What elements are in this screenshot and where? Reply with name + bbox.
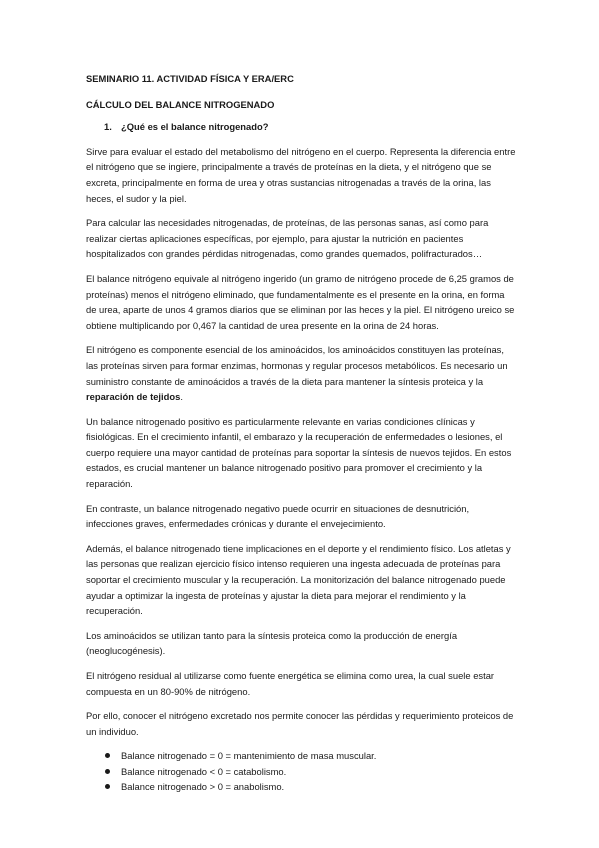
section-title: CÁLCULO DEL BALANCE NITROGENADO [86, 98, 275, 110]
bullet-icon [105, 769, 110, 774]
document-body [86, 71, 516, 794]
paragraph-text: . [180, 391, 183, 403]
paragraph: El balance nitrógeno equivale al nitrógeno ingerido (un gramo de nitrógeno procede de 6,25 gramos de proteínas) menos el nitrógeno eliminado, que fundamentalmente es el presente en la orina, en forma de urea, aparte de unos 4 gramos diarios que se eliminan por las heces y la piel. El nitrógeno ureico se obtiene multiplicando por 0,467 la cantidad de urea presente en la orina de 24 horas. [86, 272, 515, 331]
paragraph: En contraste, un balance nitrogenado negativo puede ocurrir en situaciones de desnutrición, infecciones graves, enfermedades crónicas y durante el envejecimiento. [86, 502, 470, 530]
paragraph: Sirve para evaluar el estado del metabolismo del nitrógeno en el cuerpo. Representa la diferencia entre el nitrógeno que se ingiere, principalmente a través de proteínas en la dieta, y el nitrógeno que se excreta, principalmente en forma de urea y otras sustancias nitrogenadas a través de la orina, las heces, el sudor y la piel. [86, 145, 516, 204]
list-item [104, 748, 516, 763]
paragraph: Además, el balance nitrogenado tiene implicaciones en el deporte y el rendimiento físico. Los atletas y las personas que realizan ejercicio físico intenso requieren una ingesta adecuada de proteínas para soportar el crecimiento muscular y la recuperación. La monitorización del balance nitrogenado puede ayudar a optimizar la ingesta de proteínas y ajustar la dieta para mejorar el rendimiento y la recuperación. [86, 542, 511, 617]
paragraph: Un balance nitrogenado positivo es particularmente relevante en varias condiciones clínicas y fisiológicas. En el crecimiento infantil, el embarazo y la recuperación de enfermedades o lesiones, el cuerpo requiere una mayor cantidad de proteínas para soportar la síntesis de nuevos tejidos. En estos estados, es crucial mantener un balance nitrogenado positivo para promover el crecimiento y la reparación. [86, 415, 512, 490]
bold-phrase: reparación de tejidos [86, 391, 181, 403]
paragraph: El nitrógeno residual al utilizarse como fuente energética se elimina como urea, la cual suele estar compuesta en un 80-90% de nitrógeno. [86, 670, 495, 697]
paragraph: Por ello, conocer el nitrógeno excretado nos permite conocer las pérdidas y requerimiento proteicos de un individuo. [86, 710, 514, 737]
paragraph: Los aminoácidos se utilizan tanto para la síntesis proteica como la producción de energía (neoglucogénesis). [86, 629, 458, 657]
list-item-text: Balance nitrogenado > 0 = anabolismo. [121, 780, 285, 792]
bullet-icon [105, 753, 110, 758]
list-item-text: Balance nitrogenado < 0 = catabolismo. [121, 765, 287, 777]
paragraph-text: El nitrógeno es componente esencial de los aminoácidos, los aminoácidos constituyen las proteínas, las proteínas sirven para formar enzimas, hormonas y regular procesos metabólicos. Es necesario un suministro constante de aminoácidos a través de la dieta para mantener la síntesis proteica y la [86, 344, 508, 387]
question-heading [104, 119, 516, 135]
bullet-icon [105, 784, 110, 789]
list-item [104, 764, 516, 779]
seminar-title: SEMINARIO 11. ACTIVIDAD FÍSICA Y ERA/ERC [86, 73, 294, 84]
question-number: 1. [104, 121, 112, 133]
list-item-text: Balance nitrogenado = 0 = mantenimiento de masa muscular. [121, 750, 377, 762]
bullet-list [86, 748, 516, 794]
paragraph [86, 342, 516, 404]
question-text: ¿Qué es el balance nitrogenado? [121, 121, 269, 133]
paragraph: Para calcular las necesidades nitrogenadas, de proteínas, de las personas sanas, así como para realizar ciertas aplicaciones específicas, por ejemplo, para ajustar la nutrición en pacientes hospitalizados con grandes pérdidas nitrogenadas, como grandes quemados, polifracturados… [86, 217, 489, 260]
list-item [104, 779, 516, 794]
